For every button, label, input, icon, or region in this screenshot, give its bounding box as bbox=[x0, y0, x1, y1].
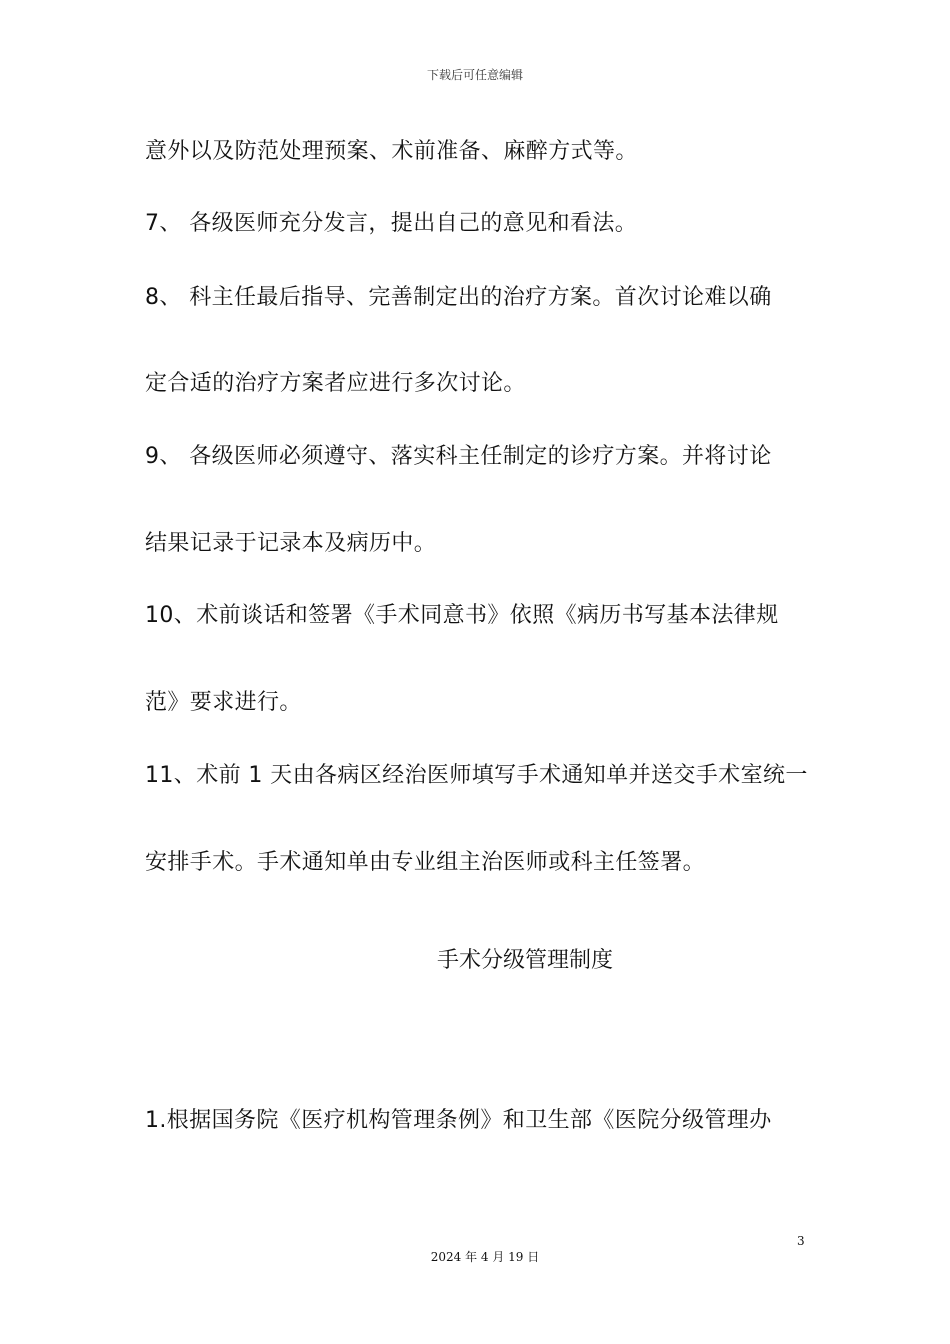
body-line: 9、 各级医师必须遵守、落实科主任制定的诊疗方案。并将讨论 bbox=[145, 444, 772, 469]
page-footer-date: 2024 年 4 月 19 日 bbox=[430, 1250, 540, 1264]
body-line: 结果记录于记录本及病历中。 bbox=[145, 531, 437, 556]
section-body-line: 1.根据国务院《医疗机构管理条例》和卫生部《医院分级管理办 bbox=[145, 1108, 772, 1133]
page-header: 下载后可任意编辑 bbox=[426, 68, 523, 82]
body-line: 意外以及防范处理预案、术前准备、麻醉方式等。 bbox=[145, 139, 638, 164]
body-line: 8、 科主任最后指导、完善制定出的治疗方案。首次讨论难以确 bbox=[145, 285, 772, 310]
body-line: 11、术前 1 天由各病区经治医师填写手术通知单并送交手术室统一 bbox=[145, 763, 808, 788]
body-line: 安排手术。手术通知单由专业组主治医师或科主任签署。 bbox=[145, 850, 706, 875]
body-line: 10、术前谈话和签署《手术同意书》依照《病历书写基本法律规 bbox=[145, 603, 779, 628]
body-line: 7、 各级医师充分发言，提出自己的意见和看法。 bbox=[145, 211, 638, 236]
page-number: 3 bbox=[797, 1234, 805, 1248]
section-title: 手术分级管理制度 bbox=[436, 948, 613, 973]
body-line: 定合适的治疗方案者应进行多次讨论。 bbox=[145, 371, 526, 396]
body-line: 范》要求进行。 bbox=[145, 690, 302, 715]
